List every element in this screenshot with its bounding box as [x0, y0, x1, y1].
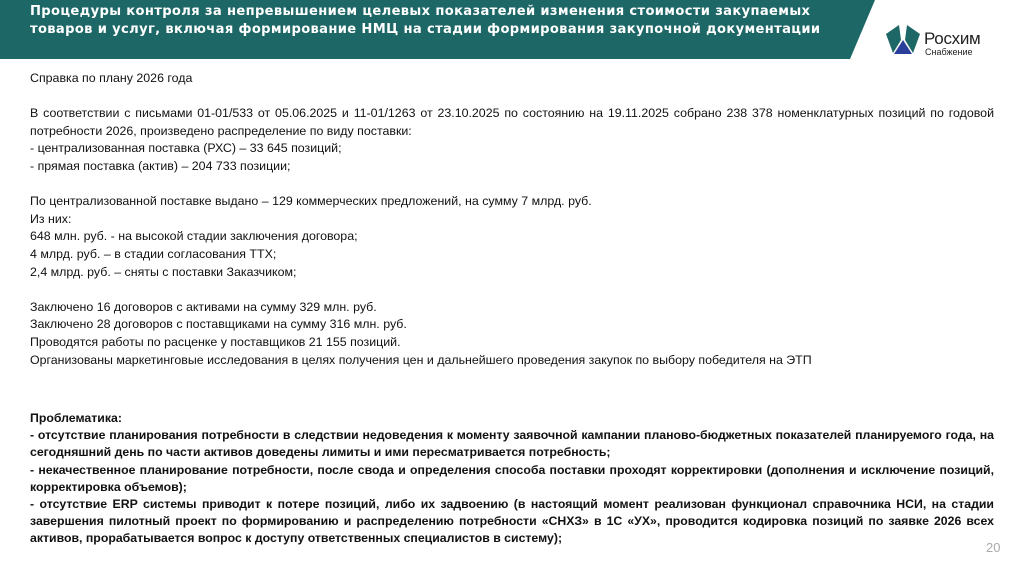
- problem-item: - отсутствие планирования потребности в следствии недоведения к моменту заявочной кампании планово-бюджетных показателей планируемого года, на сегодняшний день по части активов доведены лимиты и ими пересматривается потребность;: [30, 428, 994, 460]
- distribution-item: - прямая поставка (актив) – 204 733 позиции;: [30, 158, 291, 173]
- problem-item: - отсутствие ERP системы приводит к потере позиций, либо их задвоению (в настоящий момент реализован функционал справочника НСИ, на стадии завершения пилотный проект по формированию и распределению потребности «СНХЗ» в 1С «УХ», проводится кодировка позиций по заявке 2026 всех активов, прорабатывается вопрос к доступу ответственных специалистов в систему);: [30, 497, 994, 546]
- report-body: [30, 70, 994, 369]
- problem-item: - некачественное планирование потребности, после свода и определения способа поставки проходят корректировки (дополнения и исключение позиций, корректировка объемов);: [30, 462, 994, 494]
- roschim-logo-icon: [884, 20, 922, 58]
- result-line: Заключено 16 договоров с активами на сумму 329 млн. руб.: [30, 299, 377, 314]
- central-line: 2,4 млрд. руб. – сняты с поставки Заказчиком;: [30, 264, 297, 279]
- result-line: Заключено 28 договоров с поставщиками на сумму 316 млн. руб.: [30, 317, 407, 332]
- page-number: 20: [986, 540, 1001, 555]
- problems-title: Проблематика:: [30, 411, 122, 425]
- logo-name: Росхим: [924, 29, 981, 48]
- company-logo: [884, 20, 994, 58]
- logo-subtitle: Снабжение: [925, 47, 973, 57]
- report-heading: Справка по плану 2026 года: [30, 71, 193, 85]
- central-line: Из них:: [30, 211, 72, 226]
- slide-title: Процедуры контроля за непревышением целевых показателей изменения стоимости закупаемых товаров и услуг, включая формирование НМЦ на стадии формирования закупочной документации: [30, 4, 821, 37]
- central-line: По централизованной поставке выдано – 129 коммерческих предложений, на сумму 7 млрд. руб.: [30, 194, 592, 209]
- central-line: 4 млрд. руб. – в стадии согласования ТТХ;: [30, 246, 277, 261]
- result-line: Проводятся работы по расценке у поставщиков 21 155 позиций.: [30, 334, 401, 349]
- intro-paragraph: В соответствии с письмами 01-01/533 от 05.06.2025 и 11-01/1263 от 23.10.2025 по состоянию на 19.11.2025 собрано 238 378 номенклатурных позиций по годовой потребности 2026, произведено распределение по виду поставки:: [30, 106, 994, 138]
- problems-section: [30, 410, 994, 548]
- distribution-item: - централизованная поставка (РХС) – 33 645 позиций;: [30, 141, 342, 156]
- central-line: 648 млн. руб. - на высокой стадии заключения договора;: [30, 229, 358, 244]
- result-line: Организованы маркетинговые исследования в целях получения цен и дальнейшего проведения закупок по выбору победителя на ЭТП: [30, 352, 812, 367]
